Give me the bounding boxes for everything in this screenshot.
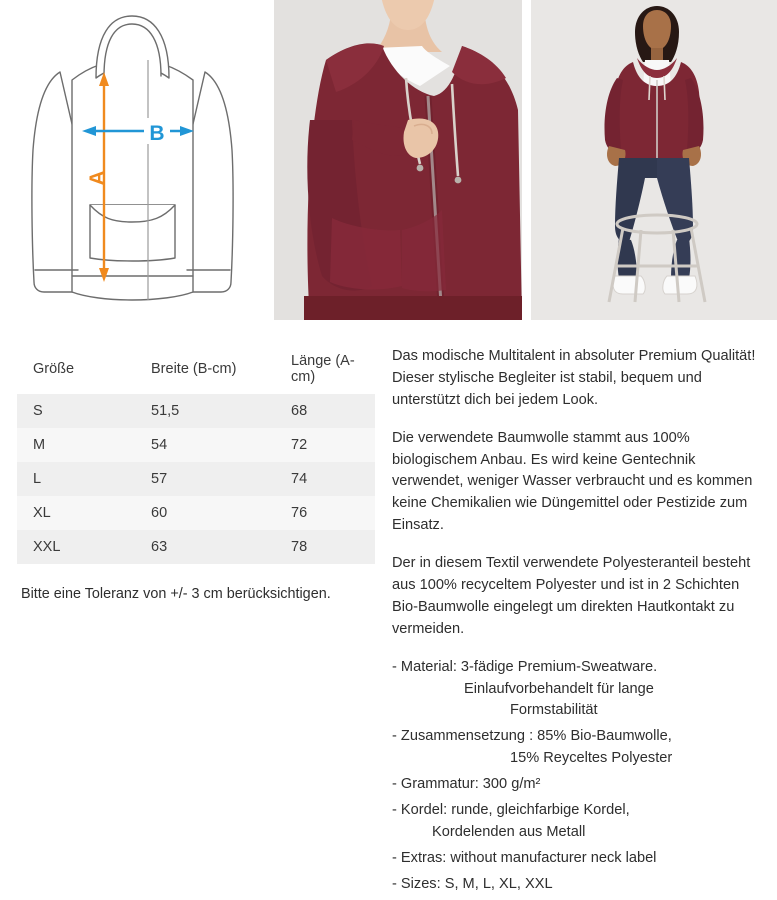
cell-width: 63 [151,539,168,555]
list-item [392,774,763,796]
spec-main: - Grammatur: 300 g/m² [392,776,541,793]
spec-cont: Kordelenden aus Metall [432,823,586,840]
list-item [392,657,763,723]
cell-size: S [33,403,43,419]
list-item [392,800,763,844]
table-row [17,496,375,530]
cell-length: 72 [291,437,308,453]
product-photo-model [531,0,777,320]
product-image-strip [0,0,777,320]
description-section [392,320,777,900]
list-item [392,726,763,770]
size-table-section [0,320,392,900]
measure-width-label: B [149,122,165,145]
description-paragraph-1: Das modische Multitalent in absoluter Premium Qualität! Dieser stylische Begleiter ist stabil, bequem und unterstützt dich bei jedem Look. [392,348,756,408]
spec-main: - Zusammensetzung : 85% Bio-Baumwolle, [392,728,672,745]
cell-size: M [33,437,46,453]
cell-width: 60 [151,505,168,521]
cell-length: 78 [291,539,308,555]
size-table [17,344,375,564]
size-table-header-width: Breite (B-cm) [151,361,237,377]
cell-size: XL [33,505,51,521]
tolerance-note: Bitte eine Toleranz von +/- 3 cm berücksichtigen. [21,586,331,602]
technical-drawing-icon [0,0,265,320]
table-row [17,394,375,428]
spec-cont: Formstabilität [510,702,598,719]
measure-length-label: A [86,170,109,186]
cell-width: 54 [151,437,168,453]
spec-main: - Kordel: runde, gleichfarbige Kordel, [392,802,630,819]
closeup-illustration [274,0,522,320]
cell-length: 76 [291,505,308,521]
spec-main: - Sizes: S, M, L, XL, XXL [392,875,553,892]
table-row [17,530,375,564]
model-illustration [531,0,777,320]
product-photo-closeup [274,0,522,320]
table-row [17,428,375,462]
cell-size: XXL [33,539,61,555]
size-table-header-size: Größe [33,361,75,377]
product-details [0,320,777,900]
spec-main: - Material: 3-fädige Premium-Sweatware. [392,658,658,675]
description-paragraph-3: Der in diesem Textil verwendete Polyesteranteil besteht aus 100% recyceltem Polyester und ist in 2 Schichten Bio-Baumwolle eingelegt um direkten Hautkontakt zu vermeiden. [392,555,751,637]
technical-drawing-card [0,0,265,320]
size-table-header-row [17,344,375,394]
cell-width: 57 [151,471,168,487]
cell-width: 51,5 [151,403,180,419]
spec-cont: 15% Reyceltes Polyester [510,750,673,767]
cell-length: 68 [291,403,308,419]
cell-size: L [33,471,42,487]
spec-main: - Extras: without manufacturer neck label [392,849,657,866]
list-item [392,874,763,896]
list-item [392,848,763,870]
cell-length: 74 [291,471,308,487]
description-paragraph-2: Die verwendete Baumwolle stammt aus 100% biologischem Anbau. Es wird keine Gentechnik verwendet, weniger Wasser verbraucht und es kommen keine Chemikalien wie Düngemittel oder Pestizide zum Einsatz. [392,429,753,534]
table-row [17,462,375,496]
size-table-header-length: Länge (A-cm) [291,353,355,385]
spec-list [392,657,763,896]
spec-cont: Einlaufvorbehandelt für lange [464,680,654,697]
